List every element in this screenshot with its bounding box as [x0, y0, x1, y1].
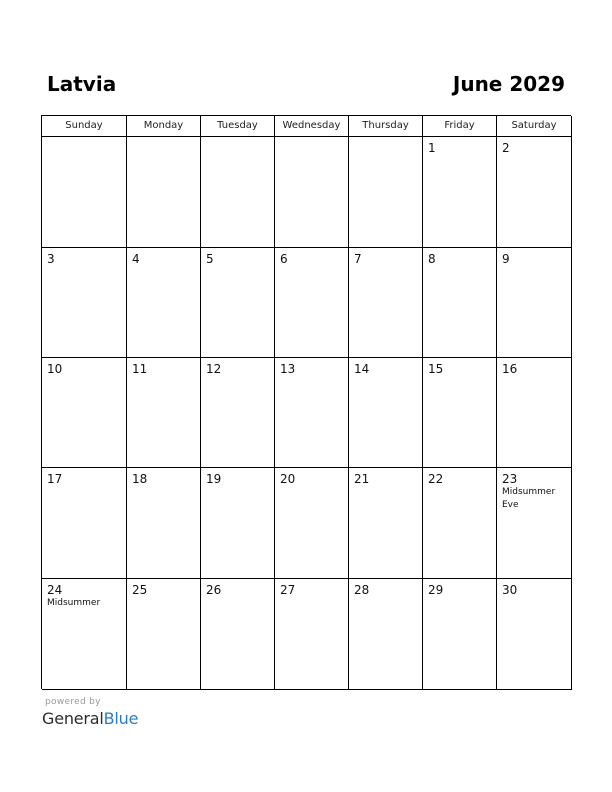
- day-number: 15: [428, 362, 444, 376]
- weekday-header: Wednesday: [275, 116, 349, 137]
- day-cell: [201, 358, 275, 468]
- day-number: 26: [206, 583, 222, 597]
- weekday-header: Thursday: [349, 116, 423, 137]
- day-number: 18: [132, 472, 148, 486]
- day-cell: [349, 137, 423, 248]
- brand-general-text: General: [42, 709, 104, 728]
- day-cell: [127, 248, 201, 358]
- day-cell: [497, 579, 572, 690]
- day-number: 10: [47, 362, 63, 376]
- day-number: 13: [280, 362, 296, 376]
- day-number: 1: [428, 141, 436, 155]
- day-cell: [42, 248, 127, 358]
- day-number: 25: [132, 583, 148, 597]
- day-number: 5: [206, 252, 214, 266]
- weekday-header: Friday: [423, 116, 497, 137]
- day-cell: [201, 579, 275, 690]
- day-cell: [42, 579, 127, 690]
- day-cell: [423, 579, 497, 690]
- day-cell: [349, 248, 423, 358]
- day-cell: [349, 579, 423, 690]
- day-cell: [42, 468, 127, 579]
- powered-by-label: powered by: [45, 697, 101, 707]
- day-cell: [275, 468, 349, 579]
- day-number: 21: [354, 472, 370, 486]
- day-number: 24: [47, 583, 63, 597]
- day-cell: [201, 248, 275, 358]
- day-number: 3: [47, 252, 55, 266]
- day-number: 4: [132, 252, 140, 266]
- generalblue-logo: [42, 709, 138, 729]
- day-number: 23: [502, 472, 518, 486]
- day-cell: [127, 137, 201, 248]
- day-cell: [127, 468, 201, 579]
- day-number: 14: [354, 362, 370, 376]
- day-cell: [275, 137, 349, 248]
- day-cell: [423, 468, 497, 579]
- month-year-title: June 2029: [452, 72, 565, 96]
- day-number: 16: [502, 362, 518, 376]
- day-number: 22: [428, 472, 444, 486]
- day-number: 2: [502, 141, 510, 155]
- day-cell: [275, 579, 349, 690]
- weekday-header: Saturday: [497, 116, 572, 137]
- day-cell: [497, 468, 572, 579]
- day-number: 30: [502, 583, 518, 597]
- day-number: 8: [428, 252, 436, 266]
- day-cell: [127, 579, 201, 690]
- day-number: 28: [354, 583, 370, 597]
- brand-blue-text: Blue: [103, 709, 139, 728]
- holiday-label: Midsummer: [47, 598, 101, 608]
- day-number: 12: [206, 362, 222, 376]
- calendar-grid: [41, 115, 571, 689]
- day-cell: [275, 358, 349, 468]
- weekday-header: Tuesday: [201, 116, 275, 137]
- weekday-header: Monday: [127, 116, 201, 137]
- day-cell: [497, 358, 572, 468]
- day-number: 11: [132, 362, 148, 376]
- holiday-label: Midsummer Eve: [502, 487, 556, 510]
- country-title: Latvia: [47, 72, 117, 96]
- day-cell: [349, 468, 423, 579]
- day-number: 20: [280, 472, 296, 486]
- day-number: 9: [502, 252, 510, 266]
- day-number: 27: [280, 583, 296, 597]
- day-cell: [423, 137, 497, 248]
- day-number: 19: [206, 472, 222, 486]
- day-number: 29: [428, 583, 444, 597]
- day-cell: [275, 248, 349, 358]
- day-cell: [423, 248, 497, 358]
- day-cell: [201, 137, 275, 248]
- day-cell: [42, 358, 127, 468]
- day-cell: [201, 468, 275, 579]
- weekday-header: Sunday: [42, 116, 127, 137]
- day-number: 6: [280, 252, 288, 266]
- day-cell: [42, 137, 127, 248]
- day-cell: [497, 248, 572, 358]
- day-number: 7: [354, 252, 362, 266]
- day-cell: [127, 358, 201, 468]
- day-cell: [497, 137, 572, 248]
- day-cell: [349, 358, 423, 468]
- day-cell: [423, 358, 497, 468]
- day-number: 17: [47, 472, 63, 486]
- footer-branding: [42, 697, 138, 729]
